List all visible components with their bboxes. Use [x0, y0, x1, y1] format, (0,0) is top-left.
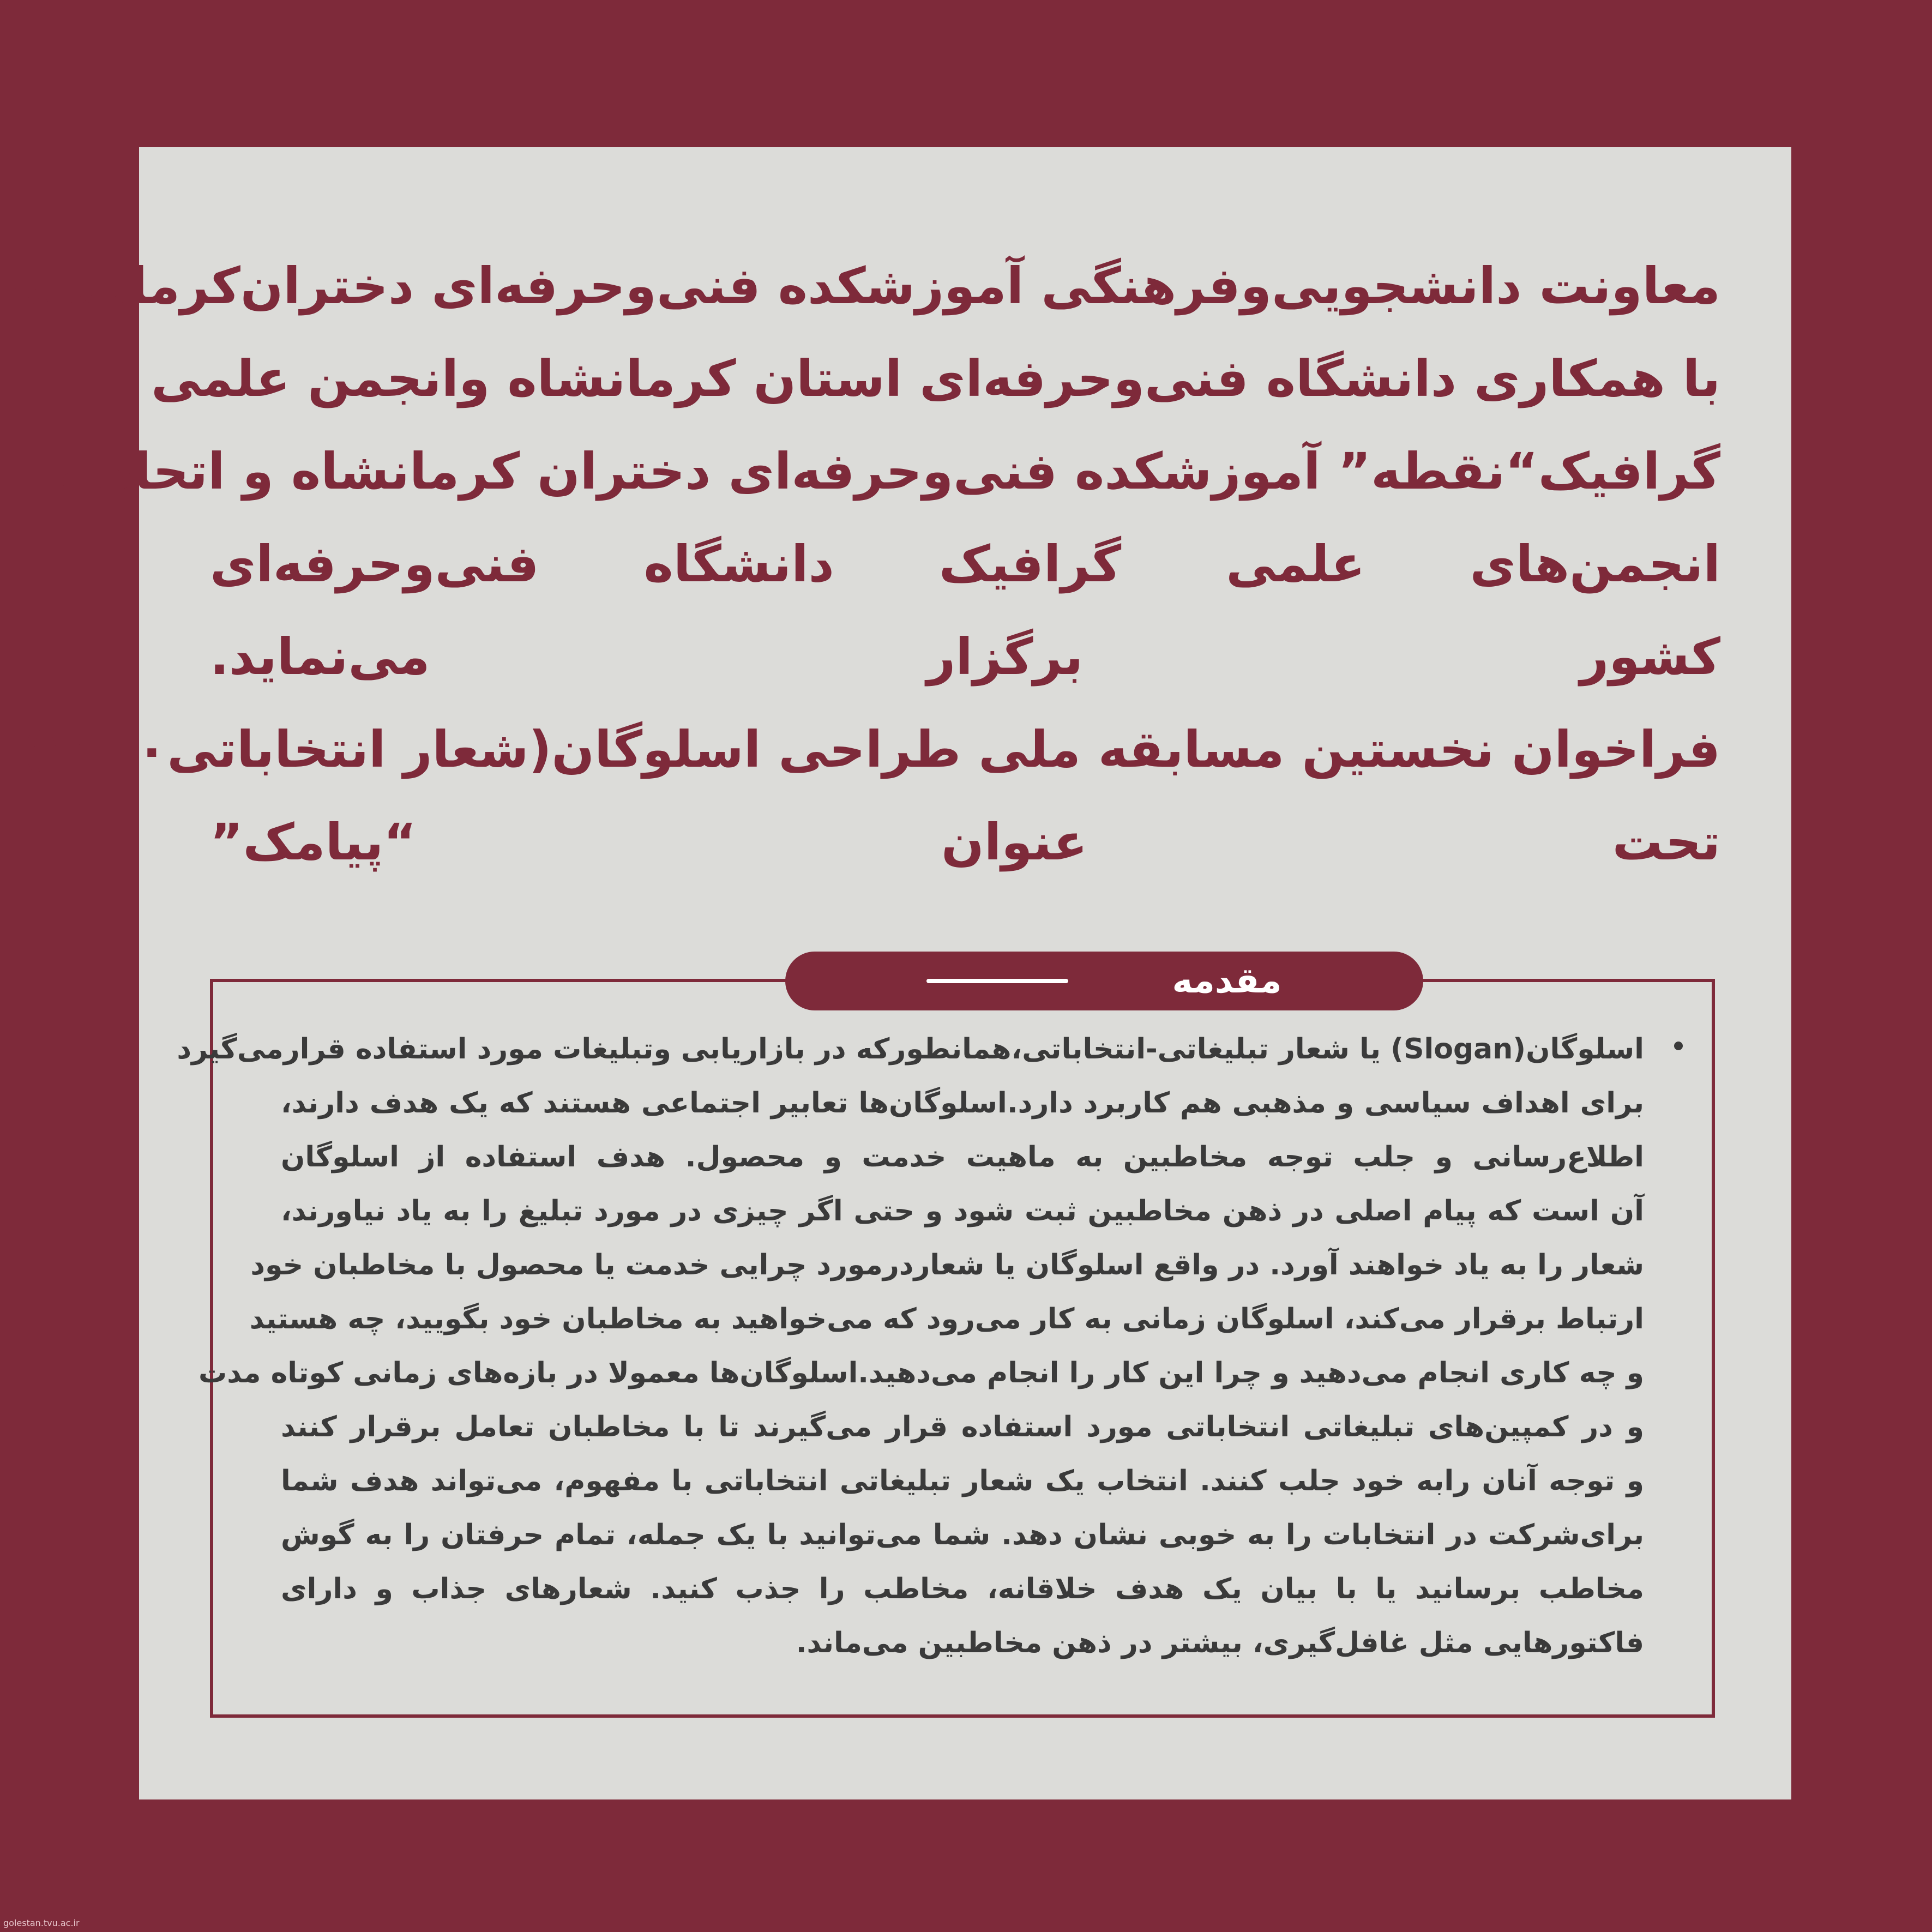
intro-section-title-pill — [785, 952, 1423, 1010]
headline-line: کشور برگزار می‌نماید. — [210, 628, 1720, 686]
announcement-headline — [11, 240, 1720, 889]
paragraph-line: و توجه آنان رابه خود جلب کنند. انتخاب یک شعار تبلیغاتی انتخاباتی با مفهوم، می‌تواند هدف شما — [281, 1465, 1644, 1497]
paragraph-line: برای‌شرکت در انتخابات را به خوبی نشان دهد. شما می‌توانید با یک جمله، تمام حرفتان را به گوش — [281, 1519, 1644, 1551]
headline-line: با همکاری دانشگاه فنی‌وحرفه‌ای استان کرمانشاه وانجمن علمی — [151, 350, 1720, 408]
paragraph-line: فاکتورهایی مثل غافل‌گیری، بیشتر در ذهن مخاطبین می‌ماند. — [796, 1627, 1644, 1659]
paragraph-line: و در کمپین‌های تبلیغاتی انتخاباتی مورد استفاده قرار می‌گیرند تا با مخاطبان تعامل برقرار کنند — [281, 1411, 1644, 1443]
paragraph-line: اطلاع‌رسانی و جلب توجه مخاطبین به ماهیت خدمت و محصول. هدف استفاده از اسلوگان — [281, 1141, 1644, 1173]
bullet-icon — [1674, 1042, 1683, 1050]
paragraph-line: آن است که پیام اصلی در ذهن مخاطبین ثبت شود و حتی اگر چیزی در مورد تبلیغ را به یاد نیاورند، — [281, 1195, 1644, 1227]
paragraph-line: اسلوگان(Slogan) یا شعار تبلیغاتی-انتخاباتی،همانطورکه در بازاریابی وتبلیغات مورد استفاده قرارمی‌گیرد — [177, 1033, 1644, 1066]
headline-line: تحت عنوان “پیامک” — [210, 813, 1720, 871]
paragraph-line: شعار را به یاد خواهند آورد. در واقع اسلوگان یا شعاردرمورد چرایی خدمت یا محصول با مخاطبان خود — [250, 1249, 1644, 1281]
headline-line: فراخوان نخستین مسابقه ملی طراحی اسلوگان(شعار انتخاباتی۱۴۰۰) — [21, 720, 1720, 779]
paragraph-line: برای اهداف سیاسی و مذهبی هم کاربرد دارد.اسلوگان‌ها تعابیر اجتماعی هستند که یک هدف دارند، — [281, 1087, 1644, 1120]
headline-line: گرافیک“نقطه” آموزشکده فنی‌وحرفه‌ای دختران کرمانشاه و اتحادیه — [59, 442, 1720, 501]
paragraph-line: ارتباط برقرار می‌کند، اسلوگان زمانی به کار می‌رود که می‌خواهید به مخاطبان خود بگویید، چه هستید — [249, 1303, 1644, 1335]
intro-paragraph — [177, 1022, 1644, 1670]
paragraph-line: مخاطب برسانید یا با بیان یک هدف خلاقانه، مخاطب را جذب کنید. شعارهای جذاب و دارای — [281, 1573, 1644, 1605]
title-decorative-rule — [926, 979, 1068, 983]
content-panel — [11, 147, 1791, 1799]
headline-line: انجمن‌های علمی گرافیک دانشگاه فنی‌وحرفه‌ای — [210, 535, 1720, 593]
footer-watermark: golestan.tvu.ac.ir — [3, 1918, 80, 1928]
headline-line: معاونت دانشجویی‌وفرهنگی آموزشکده فنی‌وحرفه‌ای دختران‌کرمانشاه — [11, 257, 1720, 315]
intro-section-title: مقدمه — [1172, 961, 1282, 1001]
paragraph-line: و چه کاری انجام می‌دهید و چرا این کار را انجام می‌دهید.اسلوگان‌ها معمولا در بازه‌های زمانی کوتاه مدت — [198, 1357, 1644, 1389]
